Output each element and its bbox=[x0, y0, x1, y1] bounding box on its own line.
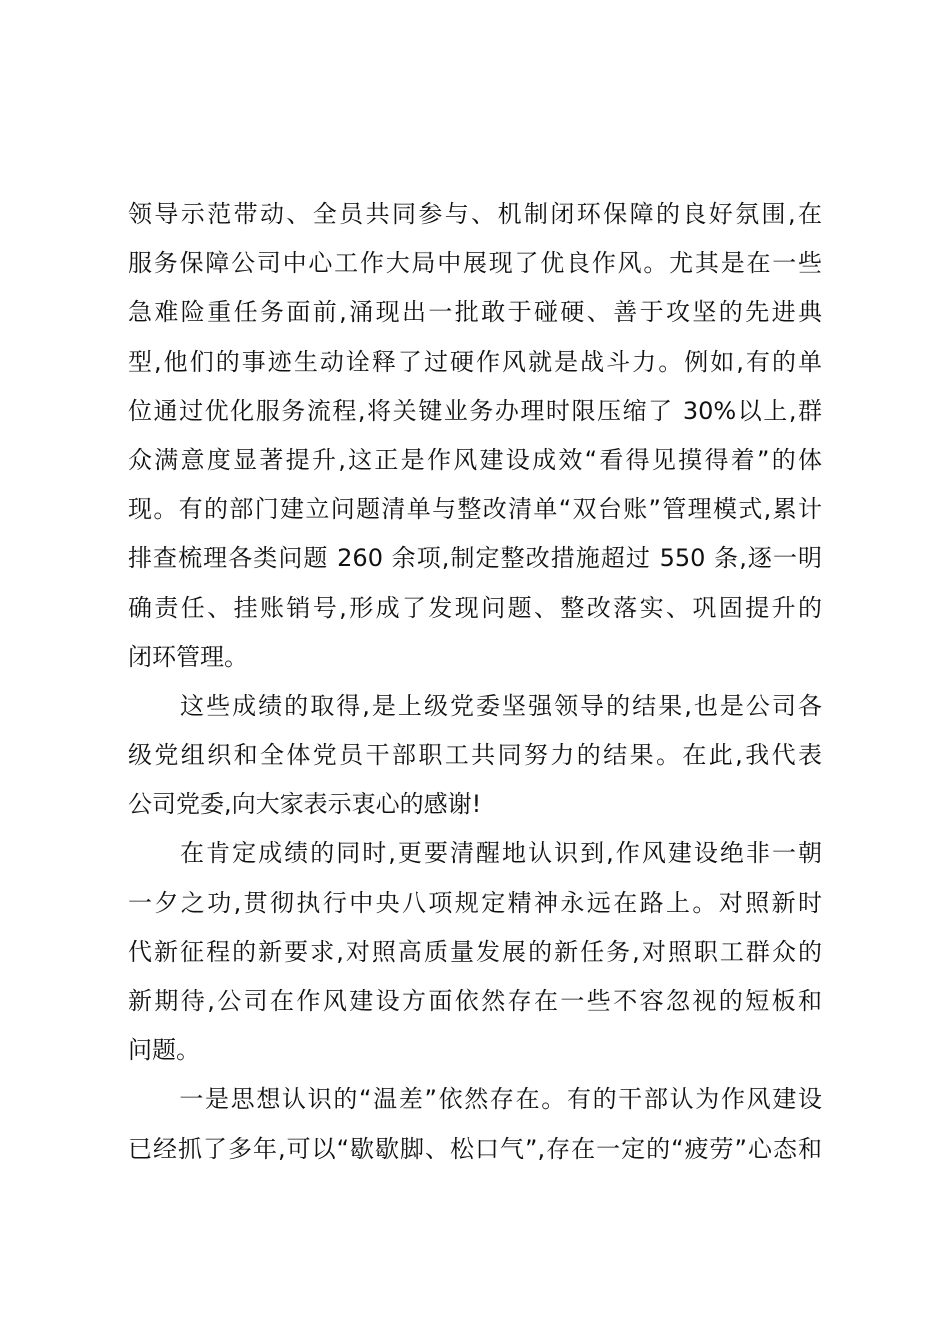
text-line: 代新征程的新要求,对照高质量发展的新任务,对照职工群众的 bbox=[128, 937, 822, 966]
text-line: 确责任、挂账销号,形成了发现问题、整改落实、巩固提升的 bbox=[128, 593, 822, 622]
document-body bbox=[128, 190, 822, 1174]
text-line: 现。有的部门建立问题清单与整改清单“双台账”管理模式,累计 bbox=[128, 495, 822, 524]
text-line: 排查梳理各类问题 260 余项,制定整改措施超过 550 条,逐一明 bbox=[128, 544, 822, 573]
paragraph-3 bbox=[128, 829, 822, 1075]
text-line: 一夕之功,贯彻执行中央八项规定精神永远在路上。对照新时 bbox=[128, 888, 822, 917]
text-line: 位通过优化服务流程,将关键业务办理时限压缩了 30%以上,群 bbox=[128, 396, 822, 425]
text-line: 众满意度显著提升,这正是作风建设成效“看得见摸得着”的体 bbox=[128, 445, 822, 474]
paragraph-2 bbox=[128, 682, 822, 830]
text-line: 闭环管理。 bbox=[128, 642, 248, 671]
text-line: 一是思想认识的“温差”依然存在。有的干部认为作风建设 bbox=[128, 1085, 822, 1114]
text-line: 领导示范带动、全员共同参与、机制闭环保障的良好氛围,在 bbox=[128, 200, 822, 228]
text-line: 问题。 bbox=[128, 1036, 200, 1065]
text-line: 公司党委,向大家表示衷心的感谢! bbox=[128, 790, 482, 819]
paragraph-4 bbox=[128, 1075, 822, 1173]
text-line: 这些成绩的取得,是上级党委坚强领导的结果,也是公司各 bbox=[128, 691, 822, 720]
text-line: 急难险重任务面前,涌现出一批敢于碰硬、善于攻坚的先进典 bbox=[128, 298, 822, 327]
text-line: 服务保障公司中心工作大局中展现了优良作风。尤其是在一些 bbox=[128, 249, 822, 278]
text-line: 在肯定成绩的同时,更要清醒地认识到,作风建设绝非一朝 bbox=[128, 839, 822, 868]
paragraph-1 bbox=[128, 190, 822, 682]
text-line: 型,他们的事迹生动诠释了过硬作风就是战斗力。例如,有的单 bbox=[128, 347, 822, 376]
text-line: 新期待,公司在作风建设方面依然存在一些不容忽视的短板和 bbox=[128, 987, 822, 1015]
text-line: 级党组织和全体党员干部职工共同努力的结果。在此,我代表 bbox=[128, 741, 822, 770]
text-line: 已经抓了多年,可以“歇歇脚、松口气”,存在一定的“疲劳”心态和 bbox=[128, 1134, 822, 1163]
